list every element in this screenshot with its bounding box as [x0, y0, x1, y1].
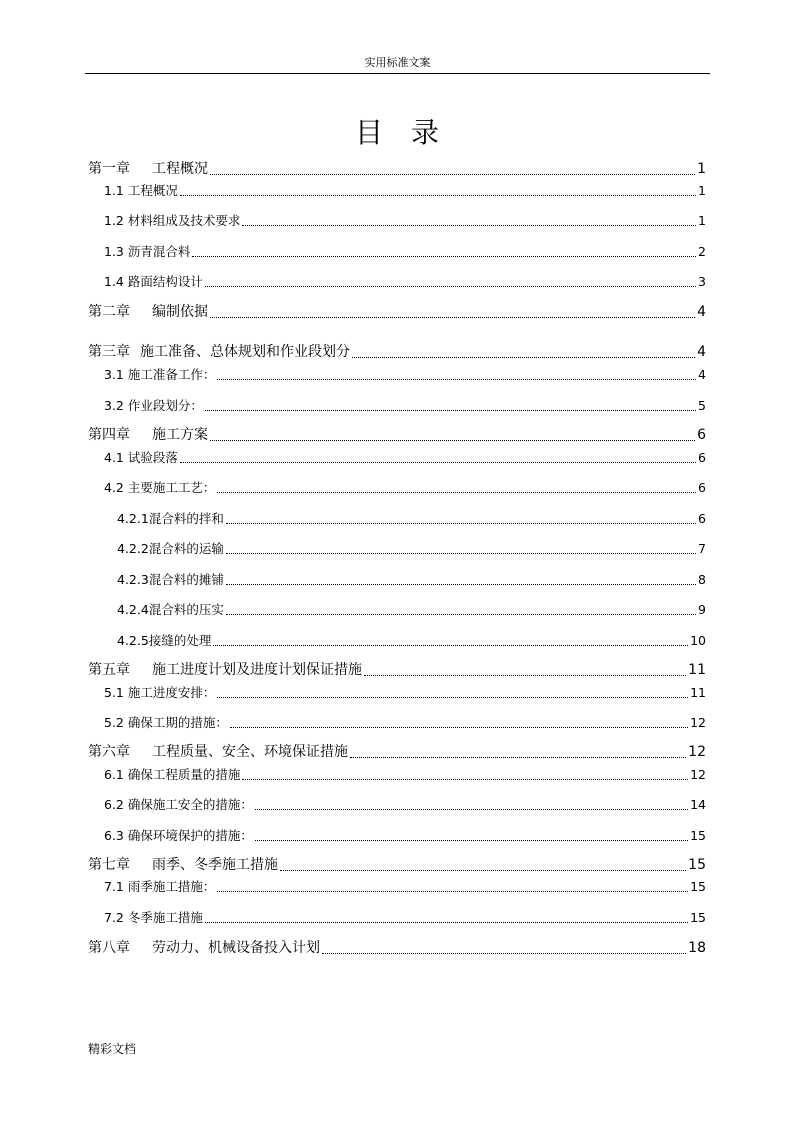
toc-entry-4-2-3[interactable] [117, 572, 706, 588]
entry-title: 确保工程质量的措施 [127, 767, 241, 782]
dot-leader [322, 952, 686, 954]
entry-title: 冬季施工措施 [127, 910, 203, 925]
entry-page: 2 [698, 244, 706, 259]
entry-page: 15 [688, 857, 706, 873]
entry-number: 4.1 [104, 450, 124, 465]
entry-number: 7.1 [104, 879, 124, 894]
entry-page: 4 [697, 304, 706, 320]
dot-leader [205, 285, 696, 287]
entry-title: 材料组成及技术要求 [127, 213, 241, 228]
entry-number: 4.2.3 [117, 572, 149, 587]
page-header: 实用标准文案 [364, 56, 431, 69]
entry-title: 施工方案 [152, 427, 208, 443]
entry-page: 6 [698, 450, 706, 465]
dot-leader [242, 224, 696, 226]
entry-title: 混合料的运输 [148, 541, 224, 556]
dot-leader [226, 583, 696, 585]
entry-number: 4.2.4 [117, 602, 149, 617]
toc-entry-ch6[interactable] [88, 743, 706, 761]
entry-page: 6 [698, 511, 706, 526]
entry-number: 第二章 [88, 304, 130, 320]
entry-page: 12 [688, 744, 706, 760]
entry-page: 15 [690, 910, 706, 925]
entry-number: 5.2 [104, 715, 124, 730]
toc-entry-ch4[interactable] [88, 426, 706, 444]
dot-leader [242, 778, 688, 780]
toc-entry-4-2-2[interactable] [117, 541, 706, 557]
entry-title: 混合料的拌和 [148, 511, 224, 526]
dot-leader [255, 839, 688, 841]
toc-entry-ch7[interactable] [88, 856, 706, 874]
toc-entry-3-2[interactable] [104, 398, 706, 414]
entry-page: 12 [690, 767, 706, 782]
dot-leader [192, 255, 696, 257]
entry-number: 1.1 [104, 183, 124, 198]
entry-title: 雨季、冬季施工措施 [152, 857, 278, 873]
dot-leader [210, 316, 695, 318]
toc-entry-7-2[interactable] [104, 910, 706, 926]
entry-number: 4.2.1 [117, 511, 149, 526]
dot-leader [213, 644, 688, 646]
dot-leader [210, 173, 695, 175]
entry-page: 6 [698, 480, 706, 495]
entry-page: 4 [697, 344, 706, 360]
entry-page: 5 [698, 398, 706, 413]
entry-number: 7.2 [104, 910, 124, 925]
entry-title: 施工进度安排： [127, 685, 216, 700]
entry-title: 路面结构设计 [127, 274, 203, 289]
dot-leader [180, 461, 696, 463]
entry-number: 3.2 [104, 398, 124, 413]
toc-entry-ch2[interactable] [88, 303, 706, 321]
toc-entry-5-2[interactable] [104, 715, 706, 731]
toc-entry-5-1[interactable] [104, 685, 706, 701]
entry-page: 11 [690, 685, 706, 700]
entry-title: 混合料的压实 [148, 602, 224, 617]
dot-leader [364, 674, 686, 676]
toc-entry-4-2-4[interactable] [117, 602, 706, 618]
toc-entry-4-2-1[interactable] [117, 511, 706, 527]
toc-entry-6-1[interactable] [104, 767, 706, 783]
entry-number: 第七章 [88, 857, 130, 873]
dot-leader [217, 890, 688, 892]
dot-leader [350, 756, 686, 758]
toc-entry-6-2[interactable] [104, 797, 706, 813]
entry-page: 14 [690, 797, 706, 812]
entry-page: 8 [698, 572, 706, 587]
entry-title: 确保施工安全的措施： [127, 797, 253, 812]
header-rule [85, 73, 710, 74]
toc-entry-4-2[interactable] [104, 480, 706, 496]
toc-entry-ch1[interactable] [88, 160, 706, 178]
dot-leader [255, 808, 688, 810]
entry-title: 确保工期的措施： [127, 715, 228, 730]
entry-number: 6.3 [104, 828, 124, 843]
dot-leader [210, 439, 695, 441]
entry-title: 工程概况 [152, 161, 208, 177]
entry-title: 试验段落 [127, 450, 178, 465]
entry-number: 4.2.2 [117, 541, 149, 556]
dot-leader [352, 356, 695, 358]
entry-title: 工程质量、安全、环境保证措施 [152, 744, 348, 760]
entry-number: 第八章 [88, 940, 130, 956]
toc-entry-4-2-5[interactable] [117, 633, 706, 649]
toc-title: 目录 [354, 116, 467, 149]
entry-number: 6.2 [104, 797, 124, 812]
entry-title: 施工进度计划及进度计划保证措施 [152, 662, 362, 678]
entry-number: 3.1 [104, 367, 124, 382]
entry-title: 沥青混合料 [127, 244, 191, 259]
entry-number: 4.2.5 [117, 633, 149, 648]
entry-number: 第一章 [88, 161, 130, 177]
entry-number: 第三章 [88, 344, 130, 360]
toc-entry-1-2[interactable] [104, 213, 706, 229]
toc-entry-6-3[interactable] [104, 828, 706, 844]
entry-title: 雨季施工措施： [127, 879, 216, 894]
toc-entry-ch5[interactable] [88, 661, 706, 679]
entry-title: 作业段划分： [127, 398, 203, 413]
toc-entry-1-3[interactable] [104, 244, 706, 260]
dot-leader [226, 522, 696, 524]
entry-number: 第四章 [88, 427, 130, 443]
entry-page: 3 [698, 274, 706, 289]
entry-page: 15 [690, 828, 706, 843]
entry-title: 编制依据 [152, 304, 208, 320]
entry-title: 施工准备、总体规划和作业段划分 [140, 344, 350, 360]
toc-entry-ch8[interactable] [88, 939, 706, 957]
entry-title: 确保环境保护的措施： [127, 828, 253, 843]
entry-title: 主要施工工艺： [127, 480, 216, 495]
entry-page: 6 [697, 427, 706, 443]
entry-number: 第五章 [88, 662, 130, 678]
dot-leader [217, 696, 688, 698]
toc-entry-4-1[interactable] [104, 450, 706, 466]
entry-title: 工程概况 [127, 183, 178, 198]
entry-page: 7 [698, 541, 706, 556]
entry-number: 4.2 [104, 480, 124, 495]
dot-leader [226, 613, 696, 615]
entry-number: 1.4 [104, 274, 124, 289]
entry-page: 9 [698, 602, 706, 617]
entry-page: 1 [697, 161, 706, 177]
dot-leader [217, 491, 696, 493]
entry-number: 6.1 [104, 767, 124, 782]
entry-number: 1.2 [104, 213, 124, 228]
dot-leader [226, 552, 696, 554]
entry-page: 12 [690, 715, 706, 730]
entry-page: 15 [690, 879, 706, 894]
entry-page: 11 [688, 662, 706, 678]
dot-leader [280, 869, 686, 871]
dot-leader [230, 726, 688, 728]
entry-title: 劳动力、机械设备投入计划 [152, 940, 320, 956]
toc-entry-3-1[interactable] [104, 367, 706, 383]
dot-leader [180, 194, 696, 196]
dot-leader [205, 409, 696, 411]
entry-page: 1 [698, 183, 706, 198]
entry-number: 1.3 [104, 244, 124, 259]
entry-page: 4 [698, 367, 706, 382]
page-footer: 精彩文档 [88, 1042, 137, 1056]
toc-entry-ch3[interactable] [88, 343, 706, 361]
entry-page: 18 [688, 940, 706, 956]
dot-leader [217, 378, 696, 380]
entry-title: 施工准备工作： [127, 367, 216, 382]
toc-entry-1-4[interactable] [104, 274, 706, 290]
dot-leader [205, 921, 688, 923]
entry-number: 5.1 [104, 685, 124, 700]
entry-title: 混合料的摊铺 [148, 572, 224, 587]
entry-page: 1 [698, 213, 706, 228]
entry-number: 第六章 [88, 744, 130, 760]
entry-page: 10 [690, 633, 706, 648]
entry-title: 接缝的处理 [148, 633, 212, 648]
toc-entry-7-1[interactable] [104, 879, 706, 895]
toc-entry-1-1[interactable] [104, 183, 706, 199]
